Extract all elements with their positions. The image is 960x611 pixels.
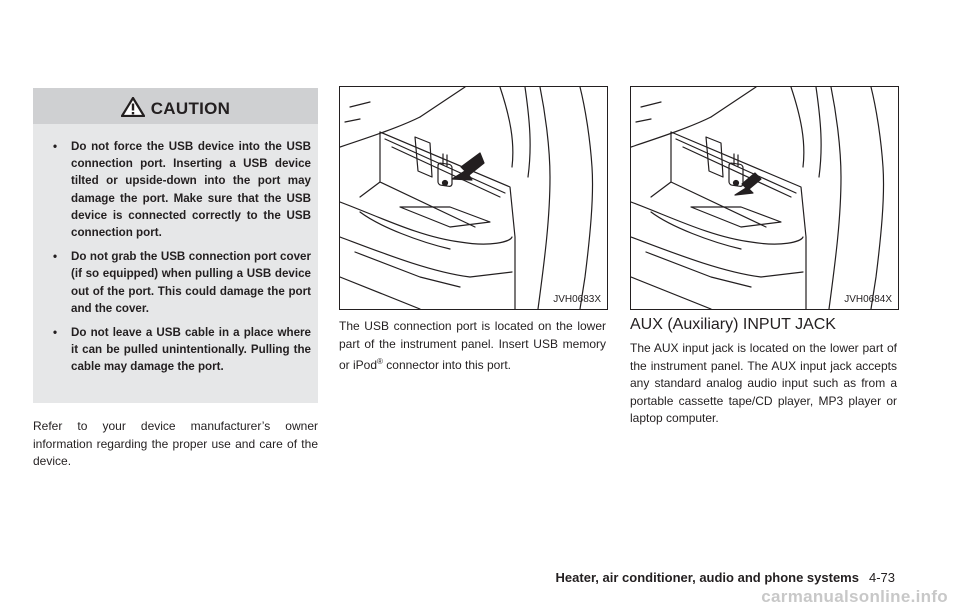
figure-code: JVH0683X: [553, 294, 601, 305]
bullet: •: [53, 250, 58, 264]
caution-item: • Do not leave a USB cable in a place where it can be pulled unintentionally. Pulling the cable may damage the port.: [53, 326, 311, 374]
figure-code: JVH0684X: [844, 294, 892, 305]
caution-list: [51, 138, 311, 383]
bullet: •: [53, 140, 58, 153]
usb-port-figure: [339, 86, 608, 310]
aux-jack-illustration: [631, 87, 898, 309]
aux-heading: AUX (Auxiliary) INPUT JACK: [630, 316, 836, 333]
aux-jack-figure: [630, 86, 899, 310]
caution-box: [33, 88, 318, 403]
device-care-paragraph: Refer to your device manufacturer’s owner information regarding the proper use and care of the device.: [33, 419, 318, 468]
usb-port-paragraph: The USB connection port is located on the lower part of the instrument panel. Insert USB memory or iPod® connector into this port.: [339, 319, 606, 372]
caution-title: CAUTION: [150, 99, 231, 118]
warning-icon: [121, 97, 145, 117]
page-footer: [556, 570, 895, 585]
footer-section-title: Heater, air conditioner, audio and phone systems: [555, 570, 859, 585]
page-number: 4-73: [868, 570, 895, 585]
usb-port-illustration: [340, 87, 607, 309]
caution-item: • Do not grab the USB connection port cover (if so equipped) when pulling a USB device out of the port. This could damage the port and the cover.: [53, 250, 311, 315]
aux-paragraph: The AUX input jack is located on the lower part of the instrument panel. The AUX input jack accepts any standard analog audio input such as from a portable cassette tape/CD player, MP3 player or laptop computer.: [630, 341, 897, 425]
watermark: carmanualsonline.info: [761, 587, 948, 606]
bullet: •: [53, 326, 58, 340]
caution-item: • Do not force the USB device into the USB connection port. Inserting a USB device tilted or upside-down into the port may damage the port. Make sure that the USB device is connected correctly to the USB connection port.: [53, 140, 311, 240]
caution-header: [33, 88, 318, 124]
